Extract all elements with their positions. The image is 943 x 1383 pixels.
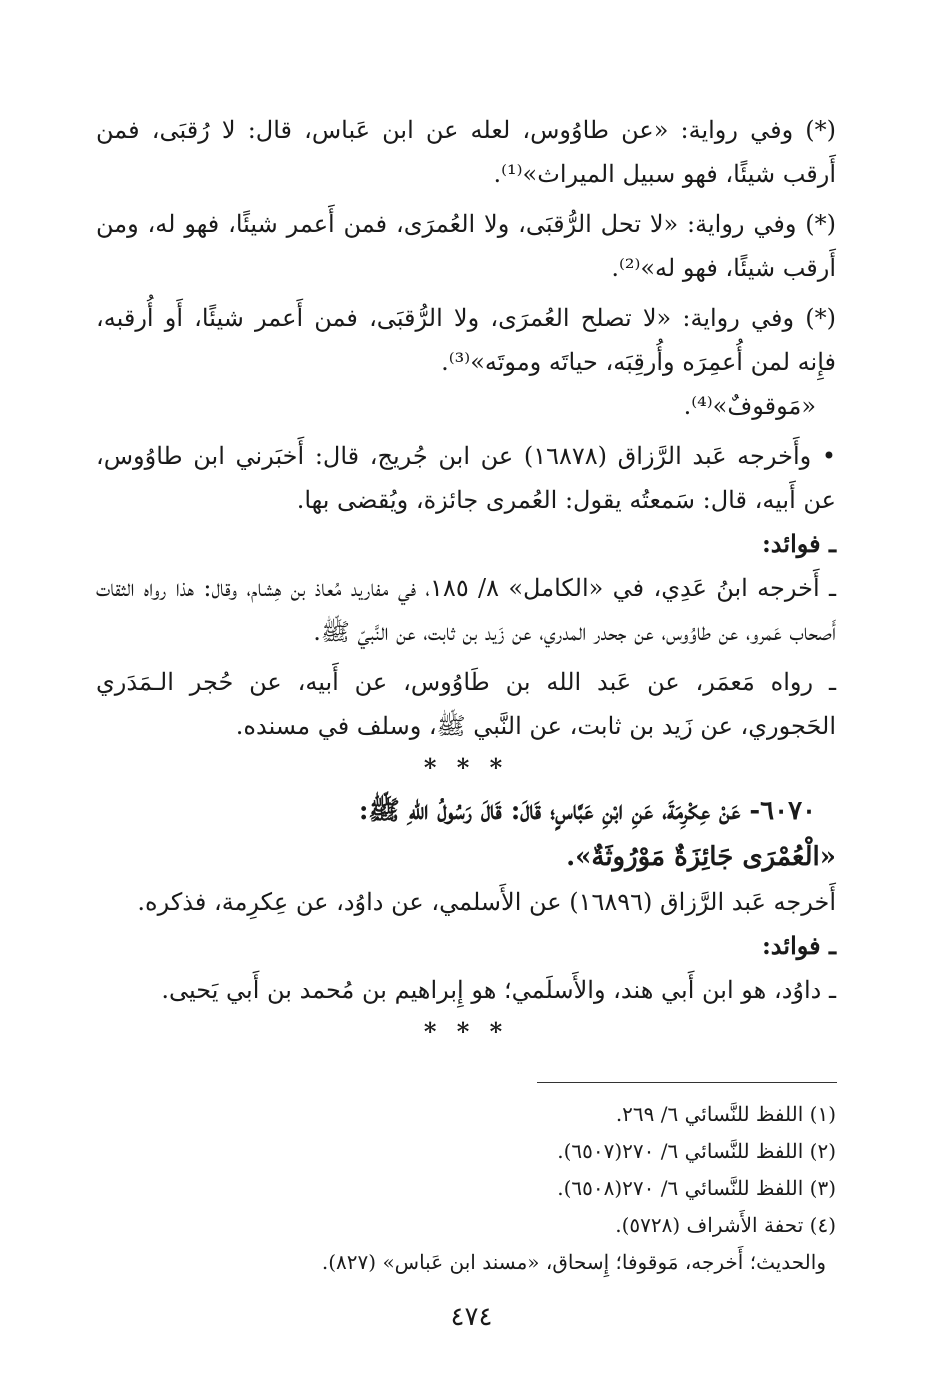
footnote-note: والحديث؛ أَخرجه، مَوقوفا؛ إِسحاق، «مسند ابن عَباس» (٨٢٧). — [321, 1250, 826, 1274]
fawaid-item: ـ رواه مَعمَر، عن عَبد الله بن طَاوُوس، عن أَبيه، عن حُجر الـمَدَري الحَجوري، عن زَيد بن ثابت، عن النَّبي ﷺ، وسلف في مسنده. — [96, 668, 836, 740]
paragraph-abdurrazzaq: • وأَخرجه عَبد الرَّزاق (١٦٨٧٨) عن ابن جُريج، قال: أَخبَرني ابن طاوُوس، عن أَبيه، قال: سَمعتُه يقول: العُمرى جائزة، ويُقضى بها. — [96, 442, 836, 514]
paragraph-riwaya-2: (*) وفي رواية: «لا تحل الرُّقبَى، ولا العُمرَى، فمن أَعمر شيئًا، فهو له، ومن أَرقب شيئًا، فهو له»⁽²⁾. — [96, 210, 836, 282]
fawaid-item: ـ داوُد، هو ابن أَبي هند، والأَسلَمي؛ هو إِبراهيم بن مُحمد بن أَبي يَحيى. — [161, 976, 836, 1004]
paragraph-riwaya-3: (*) وفي رواية: «لا تصلح العُمرَى، ولا الرُّقبَى، فمن أَعمر شيئًا، أَو أُرقبه، فإِنه لمن أُعمِرَه وأُرقِبَه، حياتَه وموتَه»⁽³⁾. — [96, 304, 836, 376]
paragraph-riwaya-1: (*) وفي رواية: «عن طاوُوس، لعله عن ابن عَباس، قال: لا رُقبَى، فمن أَرقب شيئًا، فهو سبيل الميراث»⁽¹⁾. — [96, 116, 836, 188]
hadith-matn: ٦٠٧٠- عَنْ عِكْرِمَةَ، عَنِ ابْنِ عَبَّاسٍ؛ قَالَ: قَالَ رَسُولُ اللهِ ﷺ: — [358, 796, 816, 826]
footnote-divider — [537, 1082, 837, 1083]
page-number: ٤٧٤ — [450, 1302, 493, 1332]
hadith-matn-cont: «الْعُمْرَى جَائِزَةٌ مَوْرُوثَةٌ». — [566, 842, 836, 872]
section-separator: * * * — [423, 753, 509, 782]
fawaid-heading: ـ فوائد: — [761, 931, 836, 960]
fawaid-heading: ـ فوائد: — [761, 529, 836, 558]
footnote: (٢) اللفظ للنَّسائي ٦/ ٢٧٠(٦٥٠٧). — [557, 1139, 836, 1163]
section-separator: * * * — [423, 1017, 509, 1046]
paragraph-mawquf: «مَوقوفٌ»⁽⁴⁾. — [683, 392, 816, 420]
footnote: (١) اللفظ للنَّسائي ٦/ ٢٦٩. — [615, 1102, 836, 1126]
footnotes — [96, 1096, 836, 1281]
footnote: (٤) تحفة الأَشراف (٥٧٢٨). — [615, 1213, 836, 1237]
main-text — [96, 108, 836, 1052]
footnote: (٣) اللفظ للنَّسائي ٦/ ٢٧٠(٦٥٠٨). — [557, 1176, 836, 1200]
hadith-takhrij: أَخرجه عَبد الرَّزاق (١٦٨٩٦) عن الأَسلمي، عن داوُد، عن عِكرِمة، فذكره. — [137, 888, 836, 916]
fawaid-item: ـ أَخرجه ابنُ عَدِي، في «الكامل» ٨/ ١٨٥، في مفاريد مُعاذ بن هِشام، وقال: هذا رواه الثقات أَصحاب عَمرو، عن طاوُوس، عن جحدر المدري، عن زَيد بن ثابت، عن النَّبيّ ﷺ. — [96, 574, 836, 646]
